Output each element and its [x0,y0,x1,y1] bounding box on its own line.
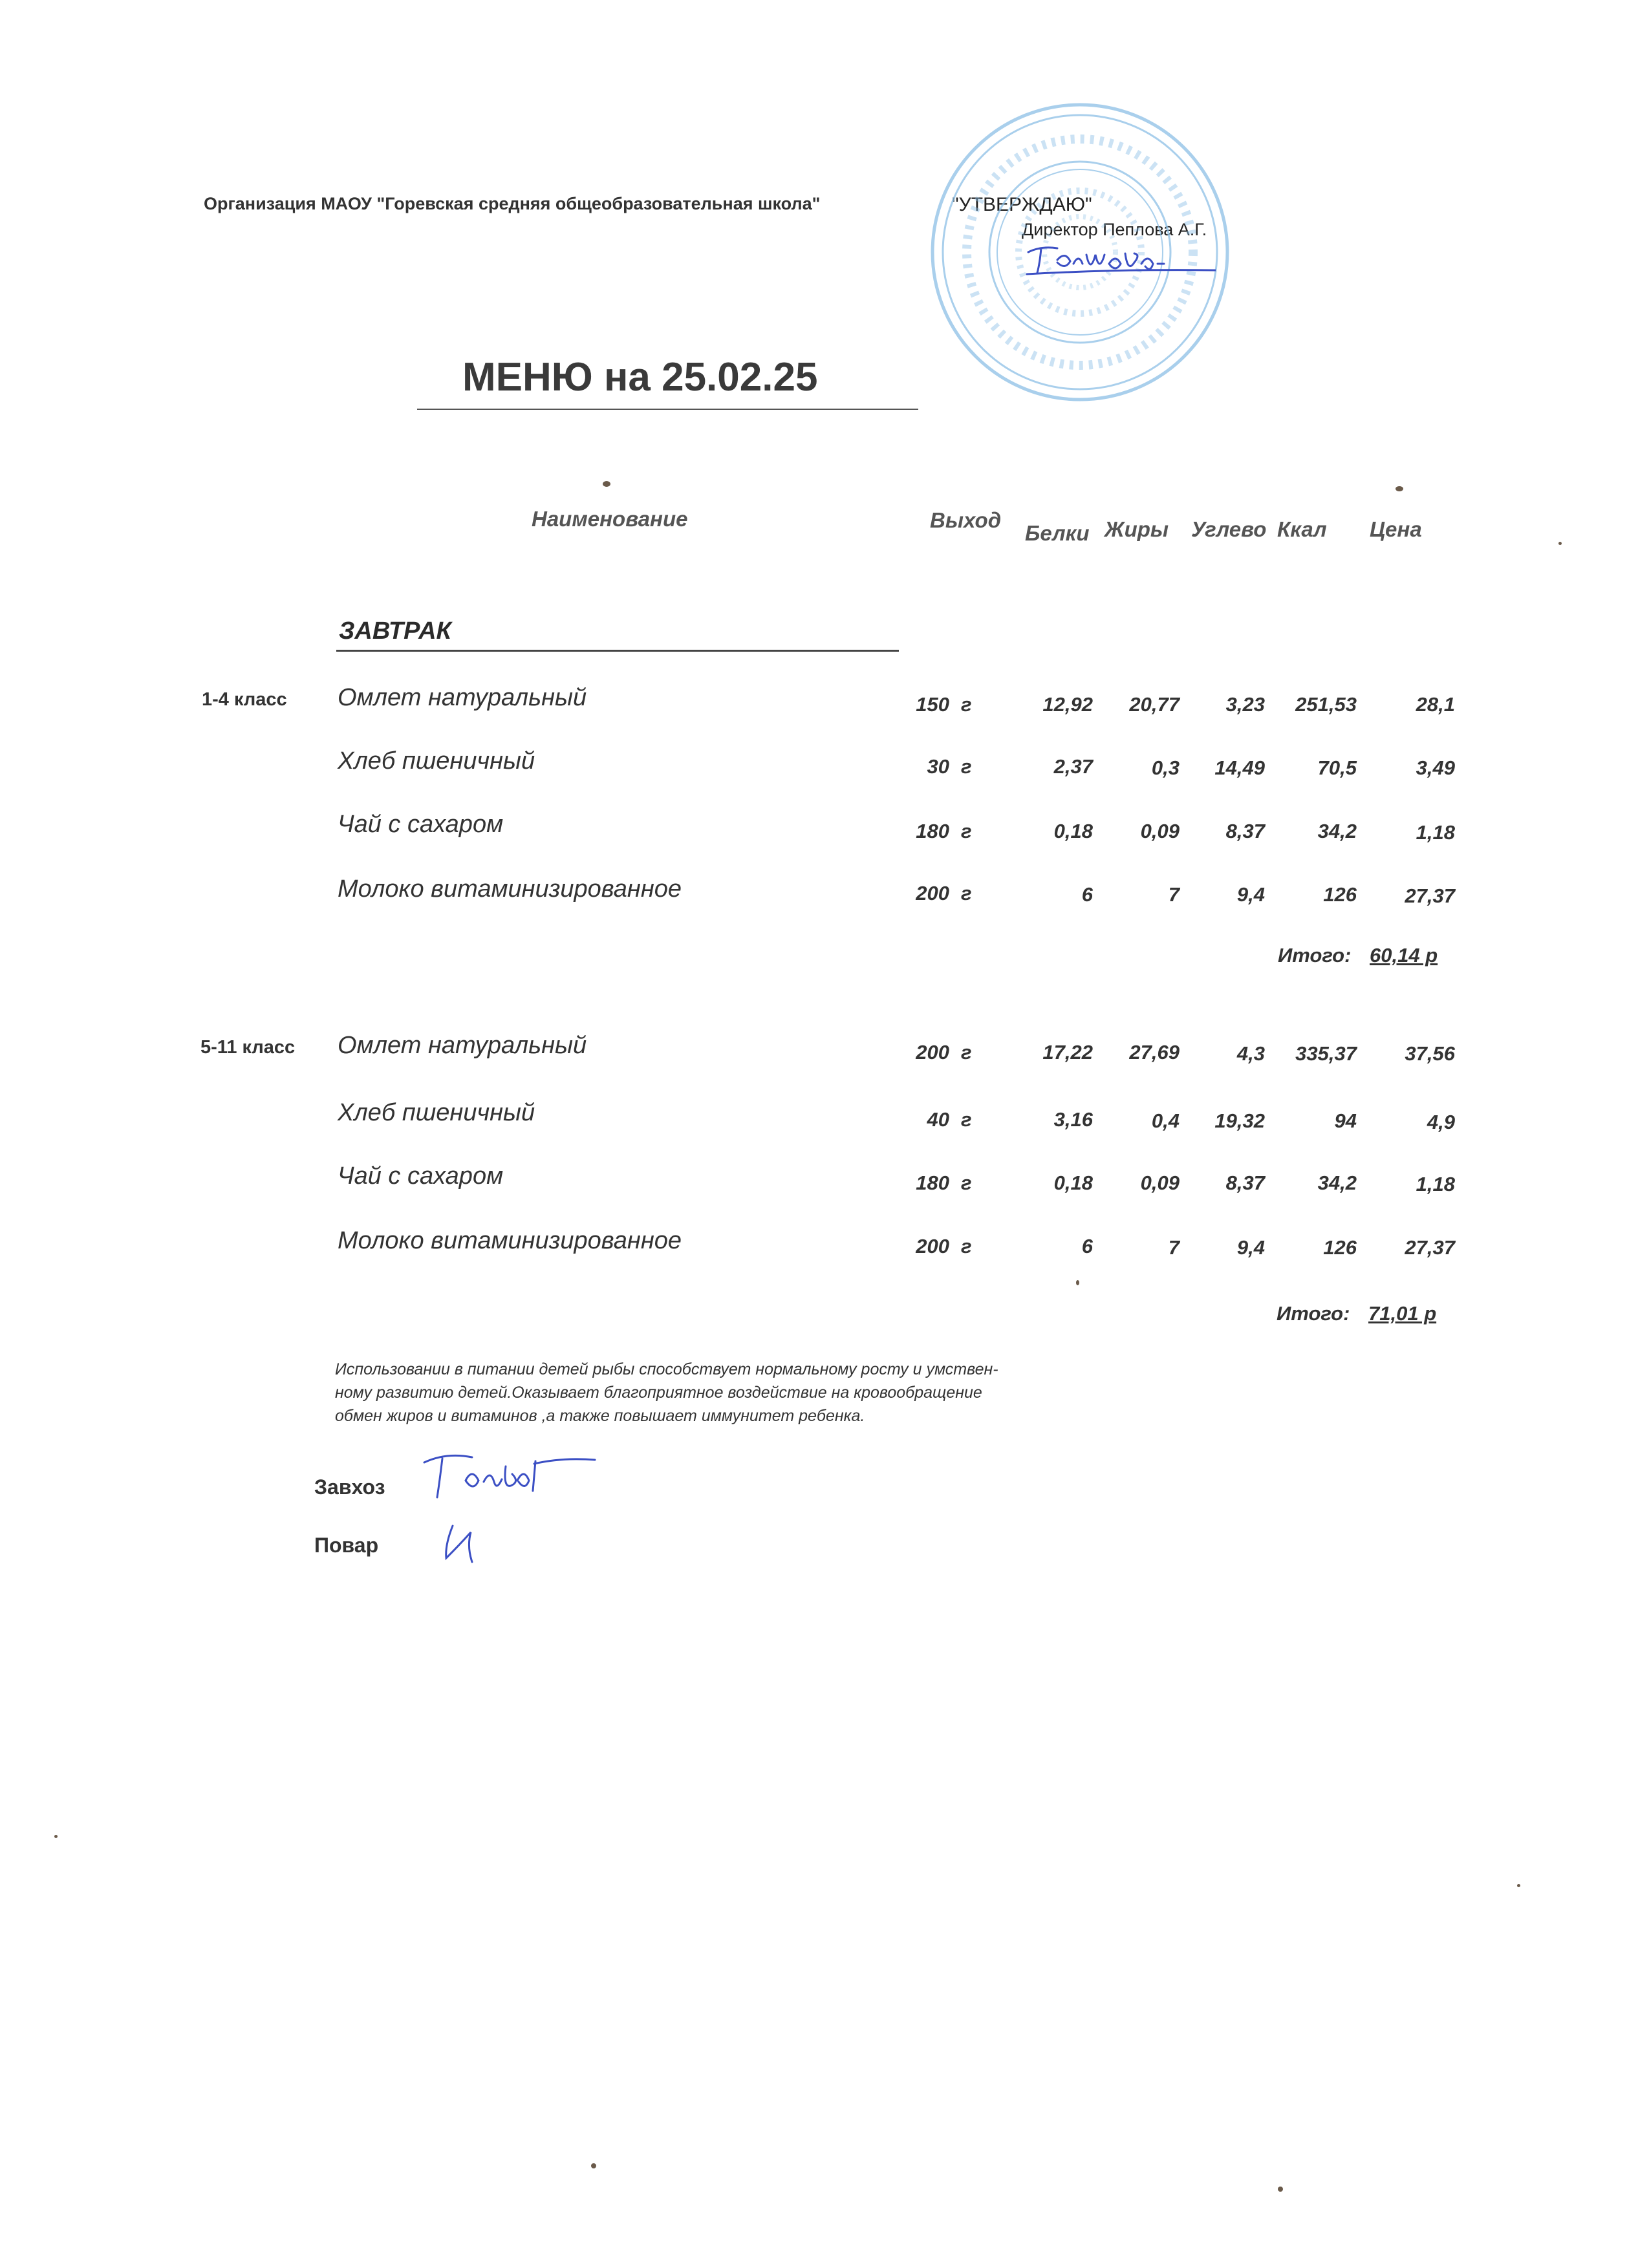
note-line: ному развитию детей.Оказывает благоприятное воздействие на кровообращение [335,1384,982,1402]
fat-value: 0,09 [1140,820,1180,842]
scan-speck [54,1835,58,1838]
dish-name: Молоко витаминизированное [338,875,682,903]
yield-unit: г [961,1041,972,1064]
scan-speck [1396,486,1403,491]
dish-name: Чай с сахаром [338,1162,504,1190]
protein-value: 6 [1081,1235,1093,1257]
kcal-value: 34,2 [1317,820,1357,842]
menu-title: МЕНЮ на 25.02.25 [462,355,818,400]
yield-value: 200 [916,1041,949,1064]
carbs-value: 3,23 [1225,693,1265,716]
protein-value: 3,16 [1053,1108,1093,1131]
protein-value: 0,18 [1053,820,1093,842]
approval-heading: "УТВЕРЖДАЮ" [952,194,1092,215]
note-line: обмен жиров и витаминов ,а также повышает иммунитет ребенка. [335,1407,865,1425]
dish-name: Хлеб пшеничный [338,747,535,775]
fat-value: 0,09 [1140,1171,1180,1194]
column-carbs: Углево [1191,517,1267,541]
column-yield: Выход [930,508,1002,532]
protein-value: 0,18 [1053,1171,1093,1194]
yield-value: 200 [916,1235,949,1257]
price-value: 37,56 [1405,1042,1455,1065]
scan-speck [1076,1280,1079,1285]
total-label: Итого: [1277,1302,1350,1325]
carbs-value: 4,3 [1236,1042,1265,1065]
price-value: 3,49 [1416,756,1455,779]
carbs-value: 8,37 [1225,1171,1265,1194]
scan-speck [591,2163,596,2168]
note-line: Использовании в питании детей рыбы способствует нормальному росту и умствен- [335,1360,998,1378]
yield-unit: г [961,1108,972,1131]
price-value: 1,18 [1416,1173,1455,1195]
cook-label: Повар [314,1534,379,1557]
column-price: Цена [1370,517,1422,541]
kcal-value: 126 [1323,1236,1357,1259]
fat-value: 0,4 [1151,1109,1180,1132]
dish-name: Омлет натуральный [338,684,587,711]
protein-value: 6 [1081,883,1093,906]
group-label: 1-4 класс [202,689,287,710]
total-value: 60,14 р [1370,944,1438,967]
supply-manager-signature [420,1448,601,1506]
total-label: Итого: [1278,944,1352,967]
column-name: Наименование [532,507,688,531]
price-value: 27,37 [1405,1236,1455,1259]
fat-value: 7 [1168,1236,1180,1259]
column-fat: Жиры [1105,517,1169,541]
price-value: 28,1 [1416,693,1455,716]
yield-value: 200 [916,882,949,904]
carbs-value: 9,4 [1236,883,1265,906]
carbs-value: 19,32 [1214,1109,1265,1132]
title-underline [417,409,918,410]
director-signature [1022,241,1216,279]
yield-unit: г [961,820,972,842]
yield-value: 180 [916,1171,949,1194]
yield-unit: г [961,693,972,716]
kcal-value: 70,5 [1317,756,1357,779]
cook-signature [433,1513,504,1571]
dish-name: Чай с сахаром [338,811,504,838]
nutrition-note [335,1358,1150,1428]
scan-speck [1558,542,1562,545]
section-underline [336,650,899,652]
scan-speck [1278,2187,1283,2192]
protein-value: 2,37 [1053,755,1093,778]
yield-unit: г [961,882,972,904]
director-name: Директор Пеплова А.Г. [1022,220,1207,239]
kcal-value: 94 [1334,1109,1357,1132]
dish-name: Хлеб пшеничный [338,1099,535,1126]
dish-name: Молоко витаминизированное [338,1227,682,1254]
fat-value: 20,77 [1129,693,1180,716]
kcal-value: 251,53 [1295,693,1357,716]
yield-unit: г [961,755,972,778]
group-label: 5-11 класс [200,1037,296,1058]
yield-unit: г [961,1235,972,1257]
scan-speck [1517,1884,1520,1887]
carbs-value: 9,4 [1236,1236,1265,1259]
yield-value: 150 [916,693,949,716]
carbs-value: 14,49 [1214,756,1265,779]
section-breakfast: ЗАВТРАК [339,617,451,645]
organization-name: Организация МАОУ "Горевская средняя общеобразовательная школа" [204,194,821,213]
kcal-value: 335,37 [1295,1042,1357,1065]
fat-value: 0,3 [1151,756,1180,779]
carbs-value: 8,37 [1225,820,1265,842]
fat-value: 27,69 [1129,1041,1180,1064]
yield-unit: г [961,1171,972,1194]
yield-value: 30 [927,755,949,778]
protein-value: 17,22 [1042,1041,1093,1064]
total-value: 71,01 р [1368,1302,1437,1325]
dish-name: Омлет натуральный [338,1032,587,1059]
supply-manager-label: Завхоз [314,1475,385,1499]
price-value: 4,9 [1427,1111,1455,1133]
kcal-value: 126 [1323,883,1357,906]
kcal-value: 34,2 [1317,1171,1357,1194]
fat-value: 7 [1168,883,1180,906]
protein-value: 12,92 [1042,693,1093,716]
yield-value: 40 [927,1108,949,1131]
column-kcal: Ккал [1277,517,1327,541]
scan-speck [603,481,610,487]
column-protein: Белки [1025,521,1090,545]
price-value: 1,18 [1416,821,1455,844]
price-value: 27,37 [1405,884,1455,907]
yield-value: 180 [916,820,949,842]
